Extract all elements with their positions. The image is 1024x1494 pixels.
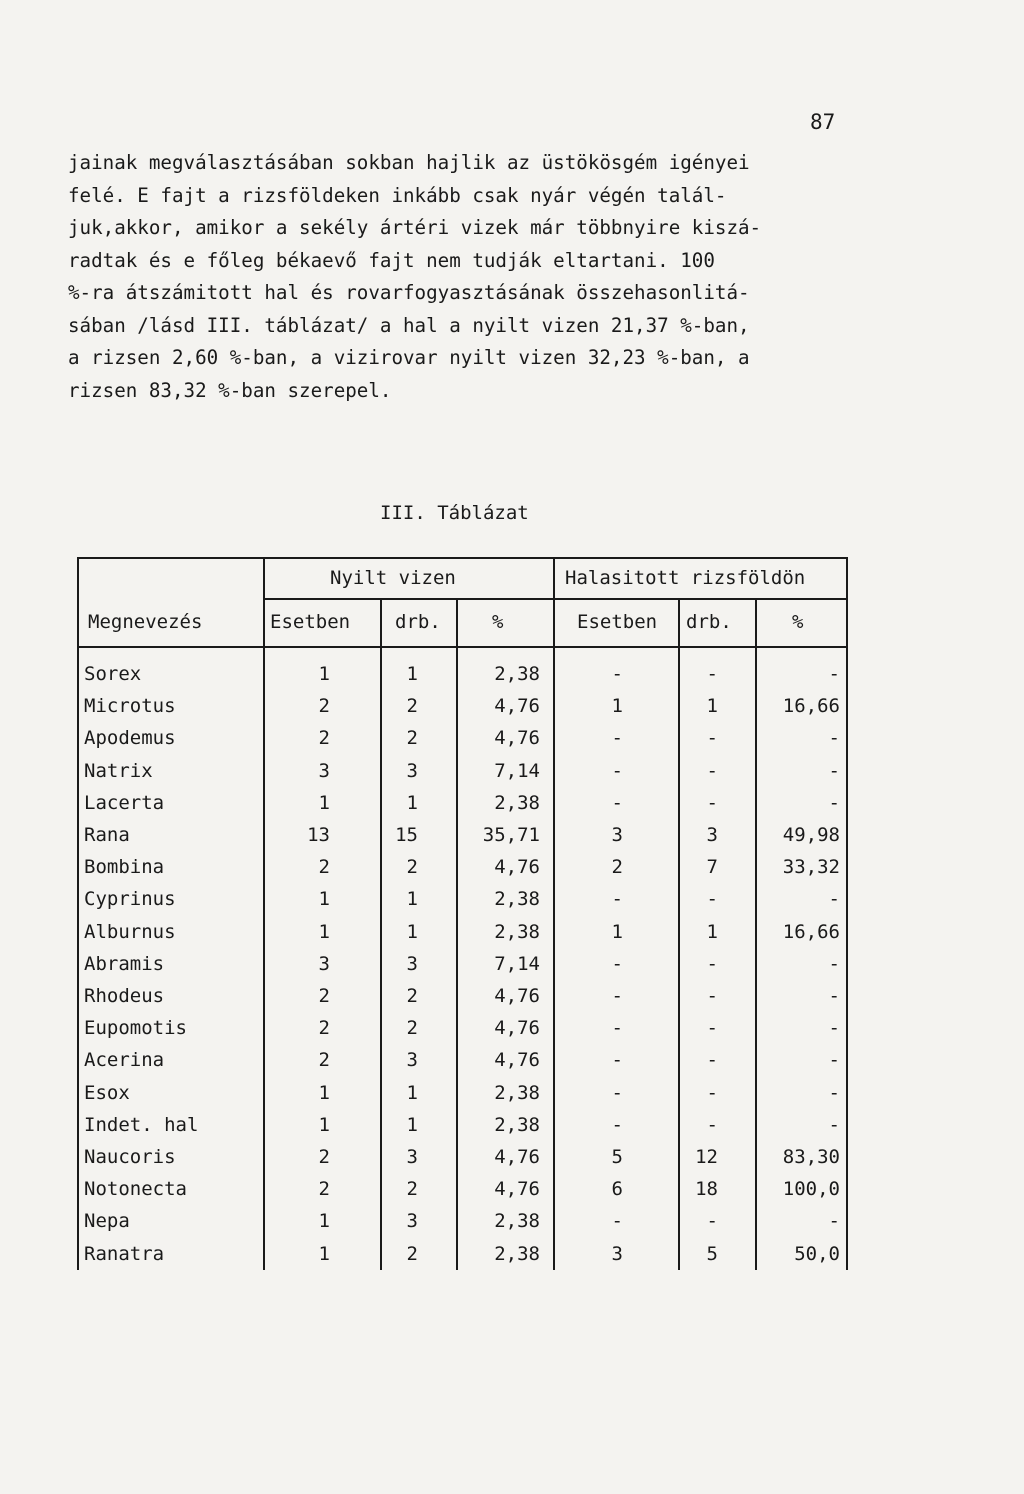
table-cell: 2 xyxy=(318,695,330,718)
header-bottom-rule xyxy=(77,646,848,648)
table-cell: 7,14 xyxy=(494,952,540,975)
col-header-name: Megnevezés xyxy=(88,611,203,633)
table-cell: - xyxy=(611,888,623,911)
table-cell: 1 xyxy=(318,1242,330,1265)
row-name-cell: Esox xyxy=(84,1081,130,1104)
col-rule xyxy=(678,599,680,1270)
table-cell: 7 xyxy=(706,856,718,879)
table-top-rule xyxy=(77,557,848,559)
table-cell: 2 xyxy=(406,695,418,718)
table-cell: - xyxy=(706,1081,718,1104)
table-right-rule xyxy=(846,557,848,1270)
table-cell: 18 xyxy=(695,1178,718,1201)
row-name-cell: Notonecta xyxy=(84,1178,187,1201)
row-name-cell: Sorex xyxy=(84,663,142,685)
col-header-count: drb. xyxy=(686,611,732,633)
table-cell: 1 xyxy=(406,791,418,814)
table-cell: 3 xyxy=(406,1049,418,1072)
table-cell: - xyxy=(828,791,840,814)
row-name-cell: Microtus xyxy=(84,695,176,718)
table-cell: - xyxy=(828,759,840,782)
table-cell: 1 xyxy=(318,920,330,943)
table-cell: 3 xyxy=(406,759,418,782)
table-cell: 1 xyxy=(406,663,418,685)
row-name-cell: Acerina xyxy=(84,1049,165,1072)
table-cell: 2 xyxy=(318,985,330,1007)
table-cell: 3 xyxy=(611,824,623,846)
paragraph-line: jainak megválasztásában sokban hajlik az üstökösgém igényei xyxy=(68,151,750,174)
table-cell: 1 xyxy=(611,920,623,943)
col-rule xyxy=(553,557,555,1270)
col-rule xyxy=(755,599,757,1270)
table-cell: 1 xyxy=(611,695,623,718)
table-cell: 2 xyxy=(406,1242,418,1265)
table-cell: 33,32 xyxy=(782,856,840,879)
row-name-cell: Alburnus xyxy=(84,920,176,943)
table-cell: - xyxy=(828,663,840,685)
table-cell: 4,76 xyxy=(494,856,540,879)
col-rule xyxy=(380,599,382,1270)
table-cell: 1 xyxy=(318,791,330,814)
table-cell: 2,38 xyxy=(494,1113,540,1136)
table-cell: 2 xyxy=(318,1178,330,1201)
table-cell: 2 xyxy=(318,727,330,750)
table-cell: 3 xyxy=(406,952,418,975)
body-paragraph xyxy=(68,147,868,407)
table-cell: 1 xyxy=(318,1081,330,1104)
table-cell: 2,38 xyxy=(494,791,540,814)
table-cell: 1 xyxy=(318,1113,330,1136)
table-cell: 2,38 xyxy=(494,1081,540,1104)
table-cell: - xyxy=(706,985,718,1007)
table-cell: 3 xyxy=(318,952,330,975)
table-cell: - xyxy=(706,791,718,814)
table-cell: - xyxy=(706,1017,718,1040)
row-name-cell: Natrix xyxy=(84,759,153,782)
table-cell: 2 xyxy=(406,1178,418,1201)
table-cell: - xyxy=(828,727,840,750)
table-cell: 2,38 xyxy=(494,1210,540,1233)
paragraph-line: felé. E fajt a rizsföldeken inkább csak nyár végén talál- xyxy=(68,183,727,207)
table-cell: - xyxy=(828,1049,840,1072)
table-cell: 1 xyxy=(318,663,330,685)
table-cell: 2 xyxy=(318,1017,330,1040)
col-header-percent: % xyxy=(792,611,804,633)
table-cell: - xyxy=(706,1113,718,1136)
table-cell: - xyxy=(828,985,840,1007)
table-cell: - xyxy=(611,1081,623,1104)
table-cell: 2,38 xyxy=(494,920,540,943)
row-name-cell: Naucoris xyxy=(84,1146,176,1168)
row-name-cell: Ranatra xyxy=(84,1242,165,1265)
col-header-count: drb. xyxy=(395,611,441,633)
table-cell: 1 xyxy=(406,888,418,911)
table-cell: 12 xyxy=(695,1146,718,1168)
table-cell: - xyxy=(828,952,840,975)
table-cell: 100,0 xyxy=(782,1178,840,1201)
table-title: III. Táblázat xyxy=(380,502,529,524)
table-cell: 49,98 xyxy=(782,824,840,846)
row-name-cell: Abramis xyxy=(84,952,165,975)
table-cell: - xyxy=(828,1081,840,1104)
table-cell: 4,76 xyxy=(494,1178,540,1201)
table-cell: - xyxy=(611,1210,623,1233)
row-name-cell: Nepa xyxy=(84,1210,130,1233)
table-cell: 50,0 xyxy=(794,1242,840,1265)
table-cell: - xyxy=(611,952,623,975)
table-cell: - xyxy=(828,1210,840,1233)
table-cell: 1 xyxy=(406,1113,418,1136)
table-cell: - xyxy=(706,952,718,975)
paragraph-line: %-ra átszámitott hal és rovarfogyasztásának összehasonlitá- xyxy=(68,281,750,304)
row-name-cell: Eupomotis xyxy=(84,1017,187,1040)
table-cell: 83,30 xyxy=(782,1146,840,1168)
table-cell: 2 xyxy=(406,985,418,1007)
paragraph-line: a rizsen 2,60 %-ban, a vizirovar nyilt vizen 32,23 %-ban, a xyxy=(68,346,750,369)
col-rule xyxy=(263,557,265,1270)
table-cell: 3 xyxy=(611,1242,623,1265)
table-cell: - xyxy=(611,1017,623,1040)
row-name-cell: Apodemus xyxy=(84,727,176,750)
row-name-cell: Lacerta xyxy=(84,791,165,814)
row-name-cell: Bombina xyxy=(84,856,165,879)
table-cell: 2 xyxy=(611,856,623,879)
table-cell: 2,38 xyxy=(494,1242,540,1265)
table-cell: 6 xyxy=(611,1178,623,1201)
table-cell: 3 xyxy=(318,759,330,782)
paragraph-line: rizsen 83,32 %-ban szerepel. xyxy=(68,378,392,402)
table-cell: 15 xyxy=(395,824,418,846)
table-cell: 2 xyxy=(318,1049,330,1072)
table-cell: 2 xyxy=(318,1146,330,1168)
table-cell: - xyxy=(706,888,718,911)
table-cell: 4,76 xyxy=(494,727,540,750)
paragraph-line: sában /lásd III. táblázat/ a hal a nyilt vizen 21,37 %-ban, xyxy=(68,313,750,337)
table-cell: - xyxy=(611,727,623,750)
table-cell: 2 xyxy=(406,1017,418,1040)
table-cell: 3 xyxy=(406,1146,418,1168)
table-cell: 1 xyxy=(318,888,330,911)
table-cell: - xyxy=(706,1210,718,1233)
table-cell: 4,76 xyxy=(494,985,540,1007)
table-cell: 3 xyxy=(406,1210,418,1233)
table-cell: 3 xyxy=(706,824,718,846)
table-cell: 5 xyxy=(706,1242,718,1265)
page-number: 87 xyxy=(810,110,836,134)
table-cell: 4,76 xyxy=(494,1049,540,1072)
table-cell: 16,66 xyxy=(782,695,840,718)
table-cell: - xyxy=(611,1113,623,1136)
table-cell: - xyxy=(611,759,623,782)
table-cell: 1 xyxy=(406,1081,418,1104)
table-cell: - xyxy=(611,791,623,814)
table-left-rule xyxy=(77,557,79,1270)
table-cell: - xyxy=(611,985,623,1007)
table-cell: 35,71 xyxy=(482,824,540,846)
col-rule xyxy=(456,599,458,1270)
group-header-rice-field: Halasitott rizsföldön xyxy=(565,567,806,589)
table-cell: 7,14 xyxy=(494,759,540,782)
table-cell: 1 xyxy=(706,695,718,718)
table-cell: 2 xyxy=(318,856,330,879)
table-cell: - xyxy=(611,663,623,685)
row-name-cell: Rana xyxy=(84,824,130,846)
row-name-cell: Cyprinus xyxy=(84,888,176,911)
table-cell: - xyxy=(706,759,718,782)
col-header-percent: % xyxy=(492,611,504,633)
table-cell: 2,38 xyxy=(494,663,540,685)
table-cell: - xyxy=(828,888,840,911)
table-cell: - xyxy=(706,1049,718,1072)
table-cell: 1 xyxy=(706,920,718,943)
table-cell: 5 xyxy=(611,1146,623,1168)
row-name-cell: Indet. hal xyxy=(84,1113,199,1136)
group-header-open-water: Nyilt vizen xyxy=(330,567,456,589)
paragraph-line: radtak és e főleg békaevő fajt nem tudják eltartani. 100 xyxy=(68,248,715,272)
table-cell: 13 xyxy=(307,824,330,846)
table-cell: 1 xyxy=(318,1210,330,1233)
table-cell: 2,38 xyxy=(494,888,540,911)
table-cell: 4,76 xyxy=(494,1146,540,1168)
table-cell: 2 xyxy=(406,856,418,879)
table-cell: - xyxy=(706,663,718,685)
table-cell: - xyxy=(611,1049,623,1072)
table-cell: 4,76 xyxy=(494,1017,540,1040)
row-name-cell: Rhodeus xyxy=(84,985,165,1007)
group-header-rule xyxy=(263,598,848,600)
table-cell: - xyxy=(828,1017,840,1040)
table-cell: 2 xyxy=(406,727,418,750)
col-header-cases: Esetben xyxy=(270,611,351,633)
table-cell: - xyxy=(706,727,718,750)
table-cell: 4,76 xyxy=(494,695,540,718)
table-cell: - xyxy=(828,1113,840,1136)
table-cell: 1 xyxy=(406,920,418,943)
paragraph-line: juk,akkor, amikor a sekély ártéri vizek már többnyire kiszá- xyxy=(68,216,762,239)
table-cell: 16,66 xyxy=(782,920,840,943)
col-header-cases: Esetben xyxy=(577,611,658,633)
